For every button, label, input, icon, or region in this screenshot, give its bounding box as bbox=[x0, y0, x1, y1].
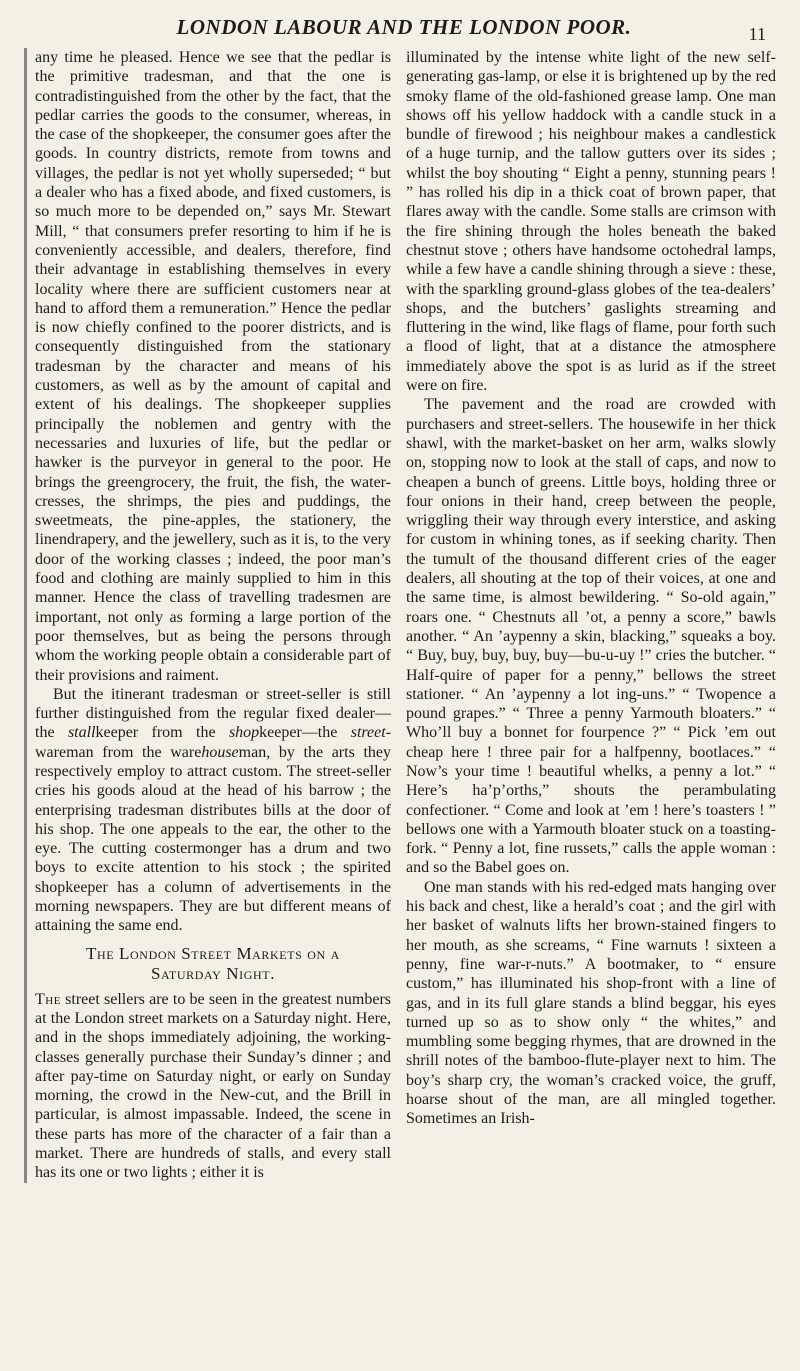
text-run: keeper from the bbox=[95, 724, 229, 742]
lead-word: The bbox=[35, 990, 61, 1008]
emphasis: house bbox=[201, 743, 239, 761]
paragraph: One man stands with his red-edged mats hanging over his back and chest, like a herald’s coat ; and the girl with her basket of walnuts lifts her brown-stained fingers to her mouth, as she screams, “ Fine warnuts ! sixteen a penny, fine war-r-nuts.” A bootmaker, to “ ensure custom,” has illuminated his shop-front with a line of gas, and in its full glare stands a blind beggar, his eyes turned up so as to show only “ the whites,” and mumbling some begging rhymes, that are drowned in the shrill notes of the bamboo-flute-player next to him. The boy’s sharp cry, the woman’s cracked voice, the gruff, hoarse shout of the man, are all mingled together. Sometimes an Irish- bbox=[406, 878, 776, 1128]
section-heading-line: Saturday Night. bbox=[150, 963, 276, 983]
section-heading-line: The London Street Markets on a bbox=[86, 943, 340, 963]
section-heading bbox=[35, 944, 391, 984]
text-run: street sellers are to be seen in the greatest numbers at the London street markets on a Saturday night. Here, and in the shops immediately adjoining, the working-classes generally purchase their Sunday’s dinner ; and after pay-time on Saturday night, or early on Sunday morning, the crowd in the New-cut, and the Brill in particular, is almost impassable. Indeed, the scene in these parts has more of the character of a fair than a market. There are hundreds of stalls, and every stall has its one or two lights ; either it is bbox=[35, 990, 391, 1182]
text-columns bbox=[24, 48, 776, 1183]
text-run: -wareman from the ware bbox=[35, 724, 392, 761]
paragraph: illuminated by the intense white light of the new self-generating gas-lamp, or else it is brightened up by the red smoky flame of the old-fashioned grease lamp. One man shows off his yellow haddock with a candle stuck in a bundle of firewood ; his neighbour makes a candlestick of a huge turnip, and the tallow gutters over its sides ; whilst the boy shouting “ Eight a penny, stunning pears ! ” has rolled his dip in a thick coat of brown paper, that flares away with the candle. Some stalls are crimson with the fire shining through the holes beneath the baked chestnut stove ; others have handsome octohedral lamps, while a few have a candle shining through a sieve : these, with the sparkling ground-glass globes of the tea-dealers’ shops, and the butchers’ gaslights streaming and fluttering in the wind, like flags of flame, pour forth such a flood of light, that at a distance the atmosphere immediately above the spot is as lurid as if the street were on fire. bbox=[406, 49, 776, 395]
text-run: keeper—the bbox=[259, 724, 351, 742]
paragraph: any time he pleased. Hence we see that the pedlar is the primitive tradesman, and that the one is contradistinguished from the other by the fact, that the pedlar carries the goods to the consumer, whereas, in the case of the shopkeeper, the consumer goes after the goods. In country districts, remote from towns and villages, the pedlar is not yet wholly superseded; “ but a dealer who has a fixed abode, and fixed customers, is so much more to be depended on,” says Mr. Stewart Mill, “ that consumers prefer resorting to him if he is conveniently accessible, and dealers, therefore, find their advantage in establishing themselves in every locality where there are sufficient customers near at hand to afford them a remuneration.” Hence the pedlar is now chiefly confined to the poorer districts, and is consequently distinguished from the stationary tradesman by the character and means of his customers, as well as by the amount of capital and extent of his dealings. The shopkeeper supplies principally the noblemen and gentry with the necessaries and luxuries of life, but the pedlar or hawker is the purveyor in general to the poor. He brings the greengrocery, the fruit, the fish, the water-cresses, the shrimps, the pies and puddings, the sweetmeats, the pine-apples, the stationery, the linendrapery, and the jewellery, such as it is, to the very door of the working classes ; indeed, the poor man’s food and clothing are mainly supplied to him in this manner. Hence the class of travelling tradesmen are important, not only as forming a large portion of the poor themselves, but as being the persons through whom the working people obtain a considerable part of their provisions and raiment. bbox=[35, 49, 391, 684]
emphasis: shop bbox=[228, 724, 260, 742]
emphasis: street bbox=[350, 724, 386, 742]
page-number: 11 bbox=[748, 24, 766, 44]
text-run: man, by the arts they respectively employ to attract custom. The street-seller cries his goods aloud at the head of his barrow ; the enterprising tradesman distributes bills at the door of his shop. The one appeals to the ear, the other to the eye. The cutting costermonger has a drum and two boys to excite attention to his stock ; the spirited shopkeeper has a column of advertisements in the morning newspapers. They are but different means of attaining the same end. bbox=[35, 743, 391, 935]
paragraph bbox=[35, 990, 391, 1183]
left-column bbox=[24, 48, 391, 1183]
text-run: But the itinerant tradesman or street-seller is still further distinguished from the regular fixed dealer—the bbox=[35, 685, 391, 742]
paragraph bbox=[35, 685, 391, 936]
paragraph: The pavement and the road are crowded with purchasers and street-sellers. The housewife in her thick shawl, with the market-basket on her arm, walks slowly on, stopping now to look at the stall of caps, and now to cheapen a bunch of greens. Little boys, holding three or four onions in their hand, creep between the people, wriggling their way through every interstice, and asking for custom in whining tones, as if seeking charity. Then the tumult of the thousand different cries of the eager dealers, all shouting at the top of their voices, at one and the same time, is almost bewildering. “ So-old again,” roars one. “ Chestnuts all ’ot, a penny a score,” bawls another. “ An ’aypenny a skin, blacking,” squeaks a boy. “ Buy, buy, buy, buy, buy—bu-u-uy !” cries the butcher. “ Half-quire of paper for a penny,” bellows the street stationer. “ An ’aypenny a lot ing-uns.” “ Twopence a pound grapes.” “ Three a penny Yarmouth bloaters.” “ Who’ll buy a bonnet for fourpence ?” “ Pick ’em out cheap here ! three pair for a halfpenny, bootlaces.” “ Now’s your time ! beautiful whelks, a penny a lot.” “ Here’s ha’p’orths,” shouts the perambulating confectioner. “ Come and look at ’em ! here’s toasters ! ” bellows one with a Yarmouth bloater stuck on a toasting-fork. “ Penny a lot, fine russets,” calls the apple woman : and so the Babel goes on. bbox=[406, 396, 776, 877]
emphasis: stall bbox=[67, 724, 96, 742]
running-title: LONDON LABOUR AND THE LONDON POOR. bbox=[176, 14, 632, 39]
running-head bbox=[32, 8, 776, 46]
right-column bbox=[406, 48, 776, 1183]
